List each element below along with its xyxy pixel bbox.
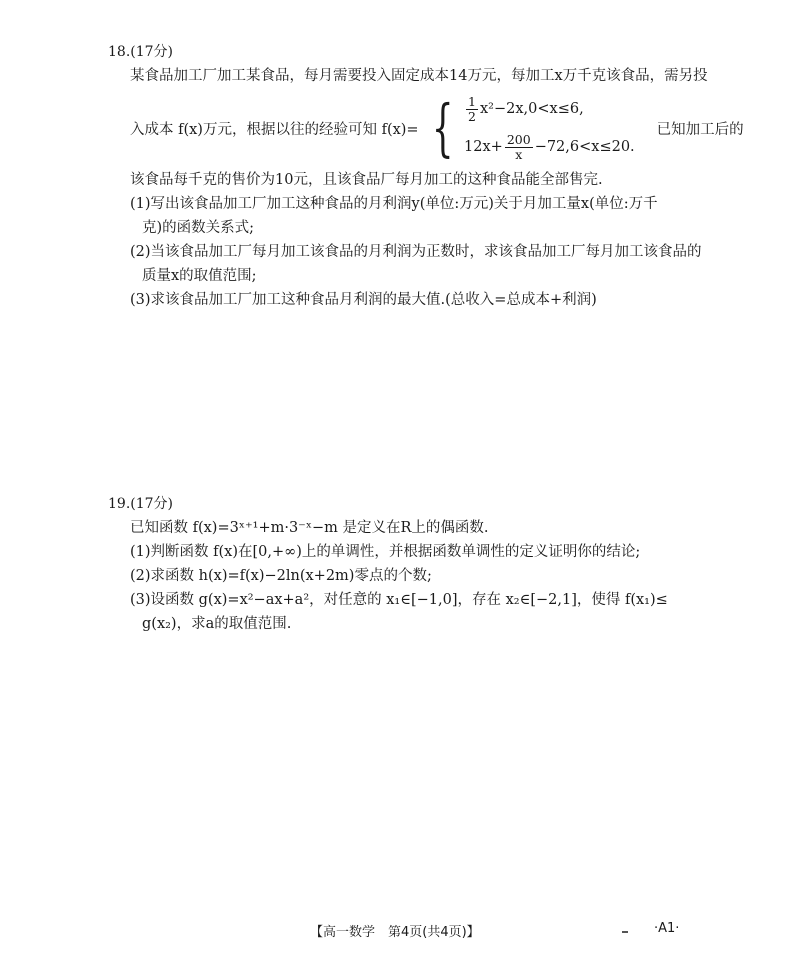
question-19-part-1: (1)判断函数 f(x)在[0,+∞)上的单调性，并根据函数单调性的定义证明你的结论; xyxy=(130,544,641,560)
question-18-part-3: (3)求该食品加工厂加工这种食品月利润的最大值.(总收入=总成本+利润) xyxy=(130,292,597,308)
question-19-part-3-line-1: (3)设函数 g(x)=x²−ax+a²，对任意的 x₁∈[−1,0]，存在 x₂∈[−2,1]，使得 f(x₁)≤ xyxy=(130,592,668,608)
question-19-part-2: (2)求函数 h(x)=f(x)−2ln(x+2m)零点的个数; xyxy=(130,568,432,584)
question-18 xyxy=(108,40,744,312)
piecewise-case-2-expression: −72,6<x≤20. xyxy=(534,139,635,155)
question-18-part-2-line-1: (2)当该食品加工厂每月加工该食品的月利润为正数时，求该食品加工厂每月加工该食品的 xyxy=(130,244,702,260)
question-19-stem: 已知函数 f(x)=3ˣ⁺¹+m·3⁻ˣ−m 是定义在R上的偶函数. xyxy=(130,520,489,536)
question-19-part-3-line-2: g(x₂)，求a的取值范围. xyxy=(142,616,292,632)
question-18-stem-line-2-prefix: 入成本 f(x)万元，根据以往的经验可知 f(x)= xyxy=(130,121,419,138)
left-brace: { xyxy=(431,91,454,164)
fraction-denominator: 2 xyxy=(468,108,476,124)
question-18-piecewise-line xyxy=(108,88,744,168)
fraction-numerator: 200 xyxy=(506,131,531,147)
question-18-stem-line-1: 某食品加工厂加工某食品，每月需要投入固定成本14万元，每加工x万千克该食品，需另投 xyxy=(130,68,708,84)
piecewise-case-1 xyxy=(464,92,635,126)
piecewise-cases xyxy=(464,92,635,164)
question-18-part-1-line-1: (1)写出该食品加工厂加工这种食品的月利润y(单位:万元)关于月加工量x(单位:万千 xyxy=(130,196,658,212)
scan-mark xyxy=(622,931,628,933)
piecewise-case-1-expression: x²−2x,0<x≤6, xyxy=(480,101,584,117)
page-footer: 【高一数学 第4页(共4页)】 xyxy=(310,925,480,940)
fraction-one-half xyxy=(466,95,478,124)
question-18-part-1-line-2: 克)的函数关系式; xyxy=(142,220,255,236)
question-19-header: 19.(17分) xyxy=(108,496,174,512)
piecewise-case-2-lead: 12x+ xyxy=(464,139,503,155)
question-18-header: 18.(17分) xyxy=(108,44,174,60)
question-19 xyxy=(108,492,708,636)
fraction-numerator: 1 xyxy=(468,93,476,109)
fraction-200-over-x xyxy=(505,133,533,162)
question-18-stem-line-2-suffix: 已知加工后的 xyxy=(656,121,744,138)
piecewise-case-2 xyxy=(464,130,635,164)
fraction-denominator: x xyxy=(515,146,523,162)
question-18-stem-line-3: 该食品每千克的售价为10元，且该食品厂每月加工的这种食品能全部售完. xyxy=(130,172,603,188)
question-18-part-2-line-2: 质量x的取值范围; xyxy=(142,268,257,284)
paper-code: ·A1· xyxy=(654,921,680,936)
